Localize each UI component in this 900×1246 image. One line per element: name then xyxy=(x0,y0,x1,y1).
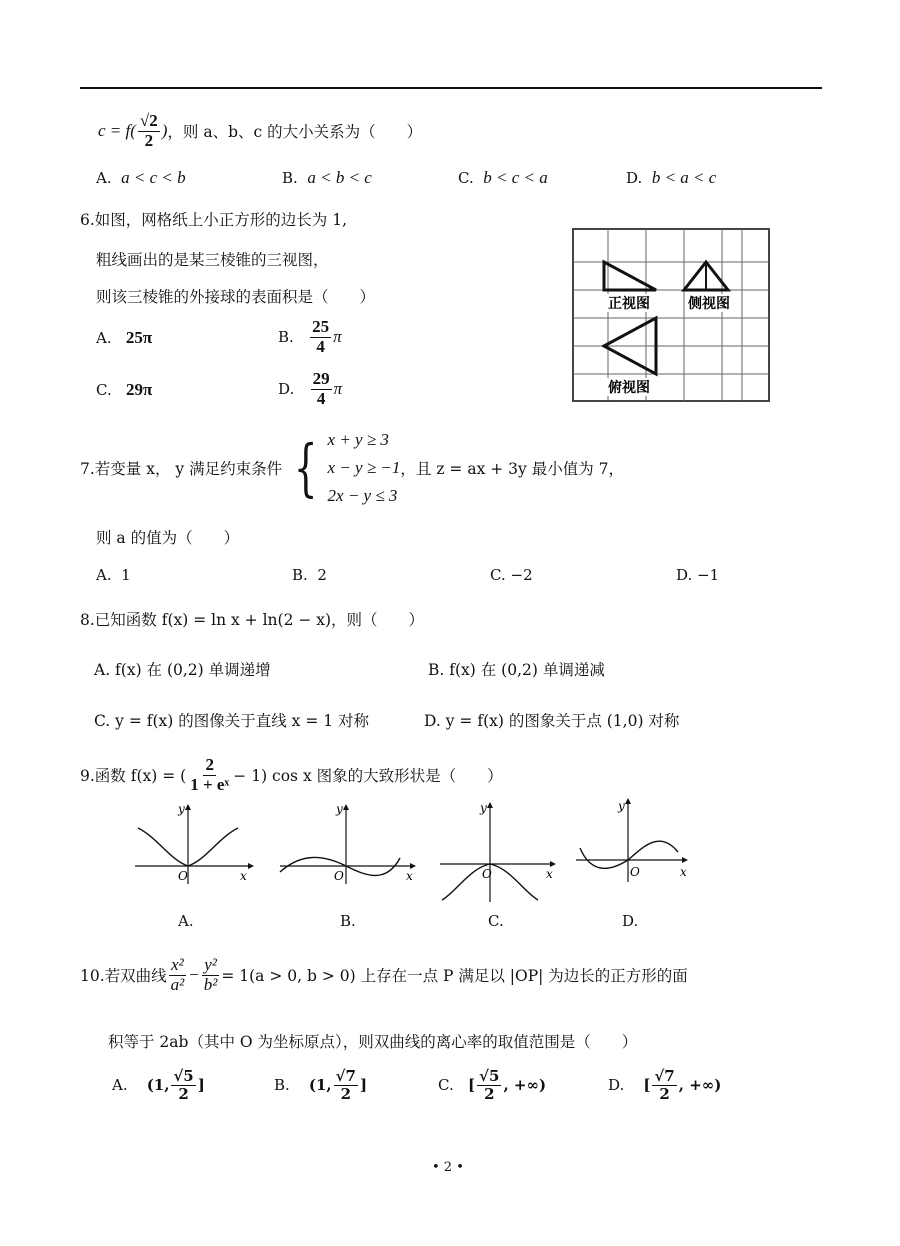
q7-option-b[interactable]: B. 2 xyxy=(292,566,327,584)
q5-option-b[interactable]: B. a < b < c xyxy=(282,168,372,187)
q6-option-a[interactable]: A. 25π xyxy=(96,328,153,347)
constraints: x + y ≥ 3 x − y ≥ −1 2x − y ≤ 3 xyxy=(327,430,401,505)
q10-option-a[interactable]: A. (1, $\frac{√5}{2}$ ] xyxy=(112,1067,205,1103)
q10-stem-2: 积等于 2ab（其中 O 为坐标原点），则双曲线的离心率的取值范围是（ ） xyxy=(108,1033,638,1051)
graph-d[interactable] xyxy=(574,796,694,886)
q8-option-b[interactable]: B. f(x) 在 (0,2) 单调递减 xyxy=(428,661,605,679)
q10-option-b[interactable]: B. (1, $\frac{√7}{2}$ ] xyxy=(274,1067,368,1103)
q7-option-c[interactable]: C. −2 xyxy=(490,566,533,584)
graph-b[interactable] xyxy=(278,800,418,885)
q10-option-c[interactable]: C. [ $\frac{√5}{2}$ , +∞) xyxy=(438,1067,547,1103)
svg-text:y: y xyxy=(336,802,343,816)
q9-label-b[interactable]: B. xyxy=(340,912,356,930)
svg-text:y: y xyxy=(480,801,487,815)
q6-stem-1: 6.如图，网格纸上小正方形的边长为 1, xyxy=(80,211,348,229)
svg-text:y: y xyxy=(178,802,185,816)
q10-stem: 10.若双曲线 $\frac{\text{x²}}{\text{a²}}$ − $\frac{\text{y²}}{\text{b²}}$ = 1(a > 0, b > 0) 上存在一点 P 满足以 |OP| 为边长的正方形的面 xyxy=(80,955,688,994)
svg-text:O: O xyxy=(178,869,188,883)
top-view-label: 俯视图 xyxy=(608,380,650,396)
q9-label-d[interactable]: D. xyxy=(622,912,639,930)
q5-option-a[interactable]: A. a < c < b xyxy=(96,168,186,187)
top-rule xyxy=(80,87,822,89)
q8-option-c[interactable]: C. y = f(x) 的图像关于直线 x = 1 对称 xyxy=(94,712,370,730)
graph-a[interactable] xyxy=(130,800,255,885)
q10-option-d[interactable]: D. [ $\frac{√7}{2}$ , +∞) xyxy=(608,1067,722,1103)
q8-stem: 8.已知函数 f(x) = ln x + ln(2 − x)，则（ ） xyxy=(80,611,425,629)
q9-stem: 9.函数 f(x) = ( $\frac{2}{\text{1 + eˣ}}$ − 1) cos x 图象的大致形状是（ ） xyxy=(80,755,503,794)
constraint-brace: { xyxy=(293,431,318,504)
svg-text:O: O xyxy=(334,869,344,883)
svg-text:x: x xyxy=(680,865,687,879)
q9-label-c[interactable]: C. xyxy=(488,912,504,930)
q6-option-c[interactable]: C. 29π xyxy=(96,380,153,399)
q7-option-a[interactable]: A. 1 xyxy=(96,566,131,584)
q5-fraction: $\frac{√2}{2}$ xyxy=(139,111,158,150)
svg-text:O: O xyxy=(482,867,492,881)
side-view-label: 侧视图 xyxy=(688,296,730,312)
q9-label-a[interactable]: A. xyxy=(178,912,194,930)
q6-stem-2: 粗线画出的是某三棱锥的三视图， xyxy=(96,251,329,269)
q8-option-d[interactable]: D. y = f(x) 的图象关于点 (1,0) 对称 xyxy=(424,712,680,730)
svg-text:x: x xyxy=(240,869,247,883)
q7-option-d[interactable]: D. −1 xyxy=(676,566,720,584)
q8-option-a[interactable]: A. f(x) 在 (0,2) 单调递增 xyxy=(94,661,271,679)
graph-c[interactable] xyxy=(438,800,558,904)
q6-option-b[interactable]: B. $\frac{25}{4}$ π xyxy=(278,317,342,356)
svg-text:x: x xyxy=(406,869,413,883)
front-view-label: 正视图 xyxy=(608,296,650,312)
q7-ask: 则 a 的值为（ ） xyxy=(96,529,240,547)
q5-line: c = f( $\frac{√2}{2}$ ) ，则 a、b、c 的大小关系为（ ） xyxy=(98,111,423,150)
q5-option-c[interactable]: C. b < c < a xyxy=(458,168,548,187)
svg-text:O: O xyxy=(630,865,640,879)
page-number: • 2 • xyxy=(432,1160,464,1175)
svg-text:x: x xyxy=(546,867,553,881)
q7-stem: 7.若变量 x， y 满足约束条件 { x + y ≥ 3 x − y ≥ −1 2x − y ≤ 3 ，且 z = ax + 3y 最小值为 7， xyxy=(80,426,624,510)
svg-text:y: y xyxy=(618,799,625,813)
q5-option-d[interactable]: D. b < a < c xyxy=(626,168,717,187)
q6-option-d[interactable]: D. $\frac{29}{4}$ π xyxy=(278,369,343,408)
q6-stem-3: 则该三棱锥的外接球的表面积是（ ） xyxy=(96,288,376,306)
three-view-figure xyxy=(572,228,770,402)
